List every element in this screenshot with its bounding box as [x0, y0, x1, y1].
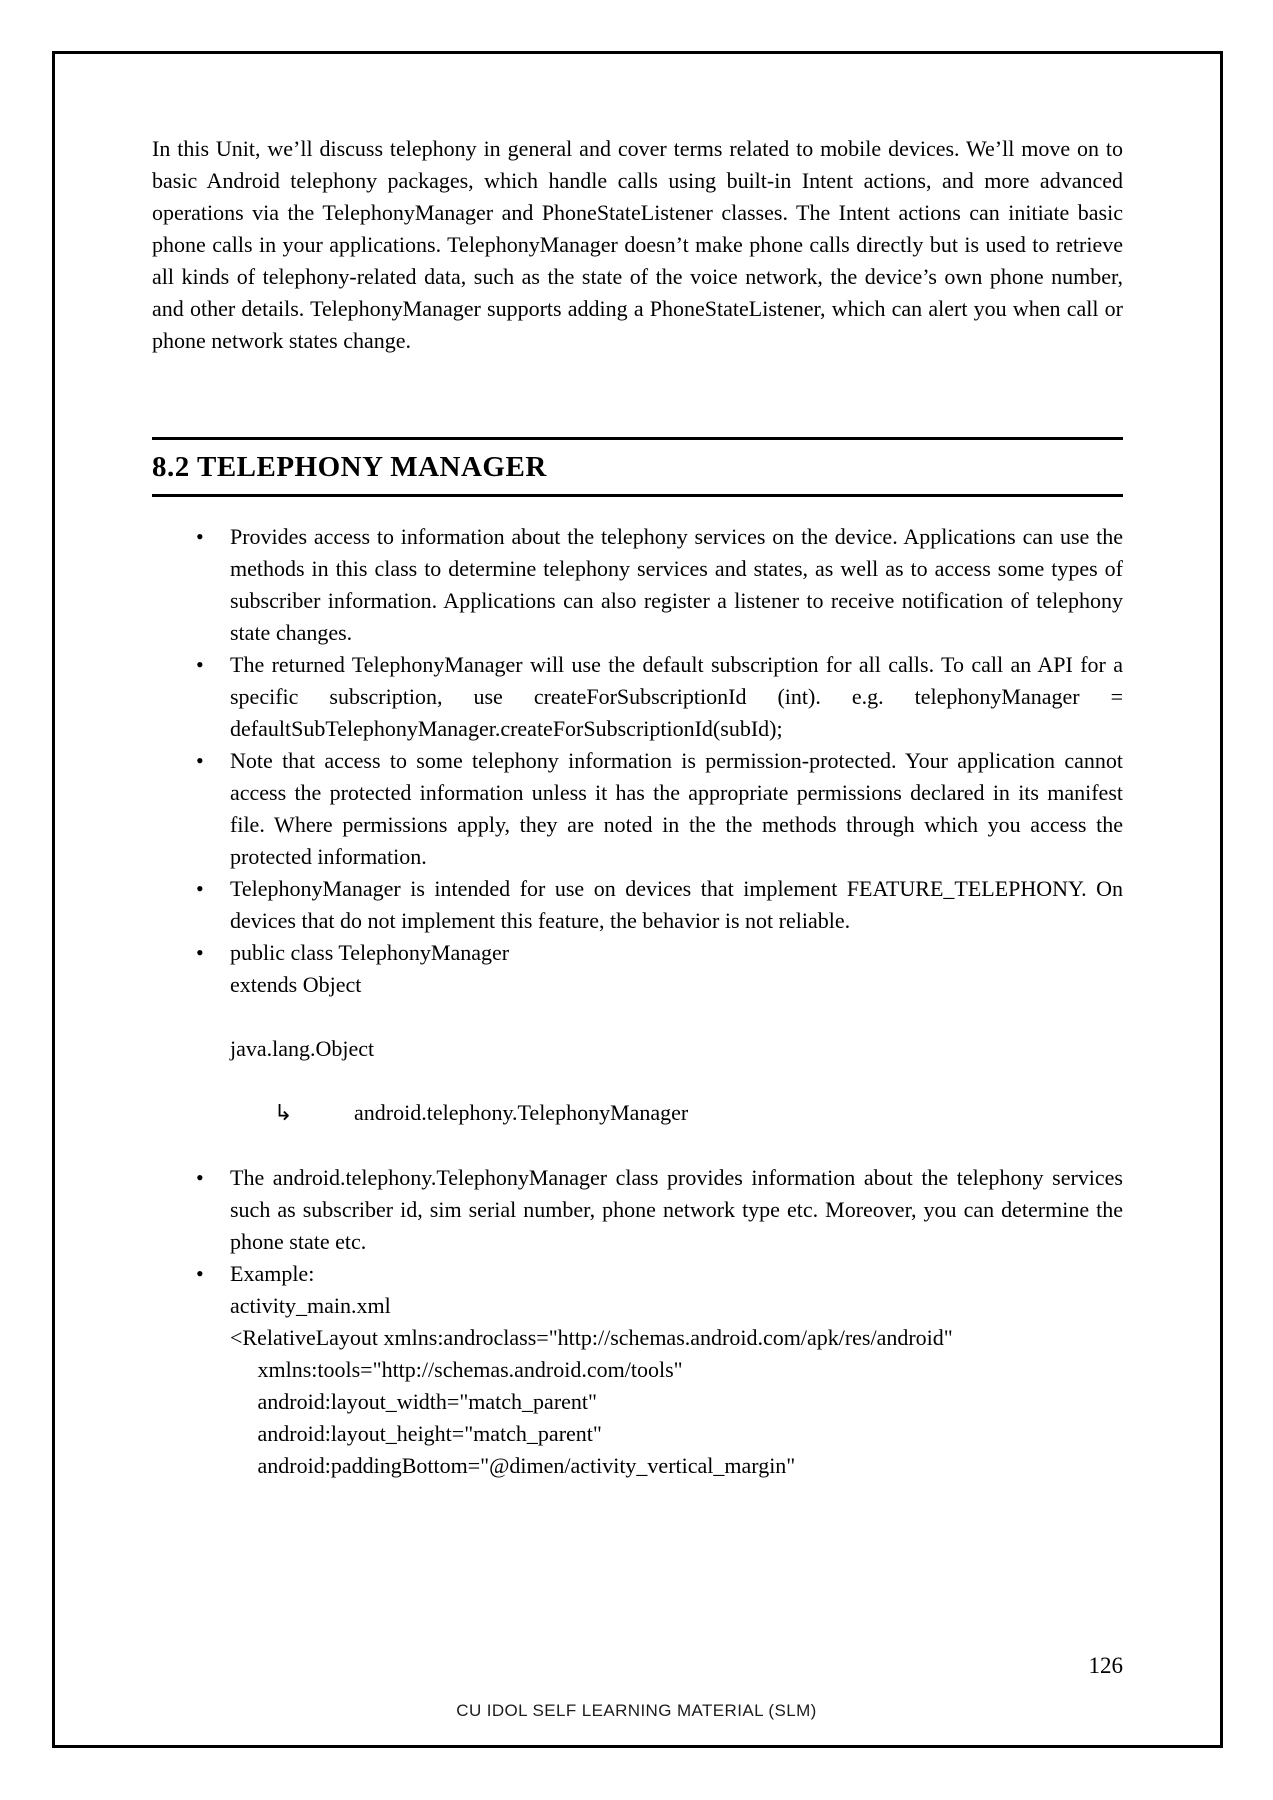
footer-text: CU IDOL SELF LEARNING MATERIAL (SLM): [456, 1701, 817, 1720]
bullet-item: [152, 937, 1123, 1162]
bullet-item: [152, 1162, 1123, 1258]
bullet-marker-icon: [196, 649, 216, 681]
subclass-name: android.telephony.TelephonyManager: [354, 1100, 689, 1125]
bullet-marker-icon: [196, 873, 216, 905]
code-line: android:paddingBottom="@dimen/activity_vertical_margin": [230, 1453, 796, 1478]
bullet-marker-icon: [196, 745, 216, 777]
bullet-marker-icon: [196, 521, 216, 553]
code-line: android:layout_height="match_parent": [230, 1421, 602, 1446]
bullet-item: [152, 873, 1123, 937]
bullet-text: Note that access to some telephony information is permission-protected. Your application cannot access the protected information unless it has the appropriate permissions declared in its manifest file. Where permissions apply, they are noted in the the methods through which you access the protected information.: [230, 748, 1123, 869]
bullet-text: Provides access to information about the telephony services on the device. Applications can use the methods in this class to determine telephony services and states, as well as to access some types of subscriber information. Applications can also register a listener to receive notification of telephony state changes.: [230, 524, 1123, 645]
page-number: 126: [1088, 1653, 1123, 1678]
bullet-text: The android.telephony.TelephonyManager class provides information about the telephony services such as subscriber id, sim serial number, phone network type etc. Moreover, you can determine the phone state etc.: [230, 1165, 1123, 1254]
bullet-text: TelephonyManager is intended for use on devices that implement FEATURE_TELEPHONY. On devices that do not implement this feature, the behavior is not reliable.: [230, 876, 1123, 933]
class-hierarchy-line: [230, 1065, 1123, 1162]
section-heading: 8.2 TELEPHONY MANAGER: [152, 451, 547, 483]
code-line: activity_main.xml: [230, 1293, 391, 1318]
bullet-list: [152, 521, 1123, 1482]
bullet-item: [152, 649, 1123, 745]
page-content: [152, 0, 1123, 1482]
subclass-arrow-icon: ↳: [274, 1101, 293, 1126]
blank-line: [230, 1001, 1123, 1033]
bullet-text: Example:: [230, 1261, 315, 1286]
section-heading-block: [152, 437, 1123, 497]
bullet-marker-icon: [196, 1258, 216, 1290]
code-line: <RelativeLayout xmlns:androclass="http://schemas.android.com/apk/res/android": [230, 1325, 953, 1350]
bullet-item: [152, 1258, 1123, 1482]
intro-paragraph: In this Unit, we’ll discuss telephony in general and cover terms related to mobile devices. We’ll move on to basic Android telephony packages, which handle calls using built-in Intent actions, and more advanced operations via the TelephonyManager and PhoneStateListener classes. The Intent actions can initiate basic phone calls in your applications. TelephonyManager doesn’t make phone calls directly but is used to retrieve all kinds of telephony-related data, such as the state of the voice network, the device’s own phone number, and other details. TelephonyManager supports adding a PhoneStateListener, which can alert you when call or phone network states change.: [152, 136, 1123, 353]
bullet-text: The returned TelephonyManager will use the default subscription for all calls. To call an API for a specific subscription, use createForSubscriptionId (int). e.g. telephonyManager = defaultSubTelephonyManager.createForSubscriptionId(subId);: [230, 652, 1123, 741]
code-line: java.lang.Object: [230, 1036, 375, 1061]
bullet-item: [152, 745, 1123, 873]
bullet-item: [152, 521, 1123, 649]
code-line: android:layout_width="match_parent": [230, 1389, 598, 1414]
code-line: extends Object: [230, 972, 362, 997]
code-line: xmlns:tools="http://schemas.android.com/tools": [230, 1357, 683, 1382]
bullet-text: public class TelephonyManager: [230, 940, 510, 965]
bullet-marker-icon: [196, 937, 216, 969]
bullet-marker-icon: [196, 1162, 216, 1194]
